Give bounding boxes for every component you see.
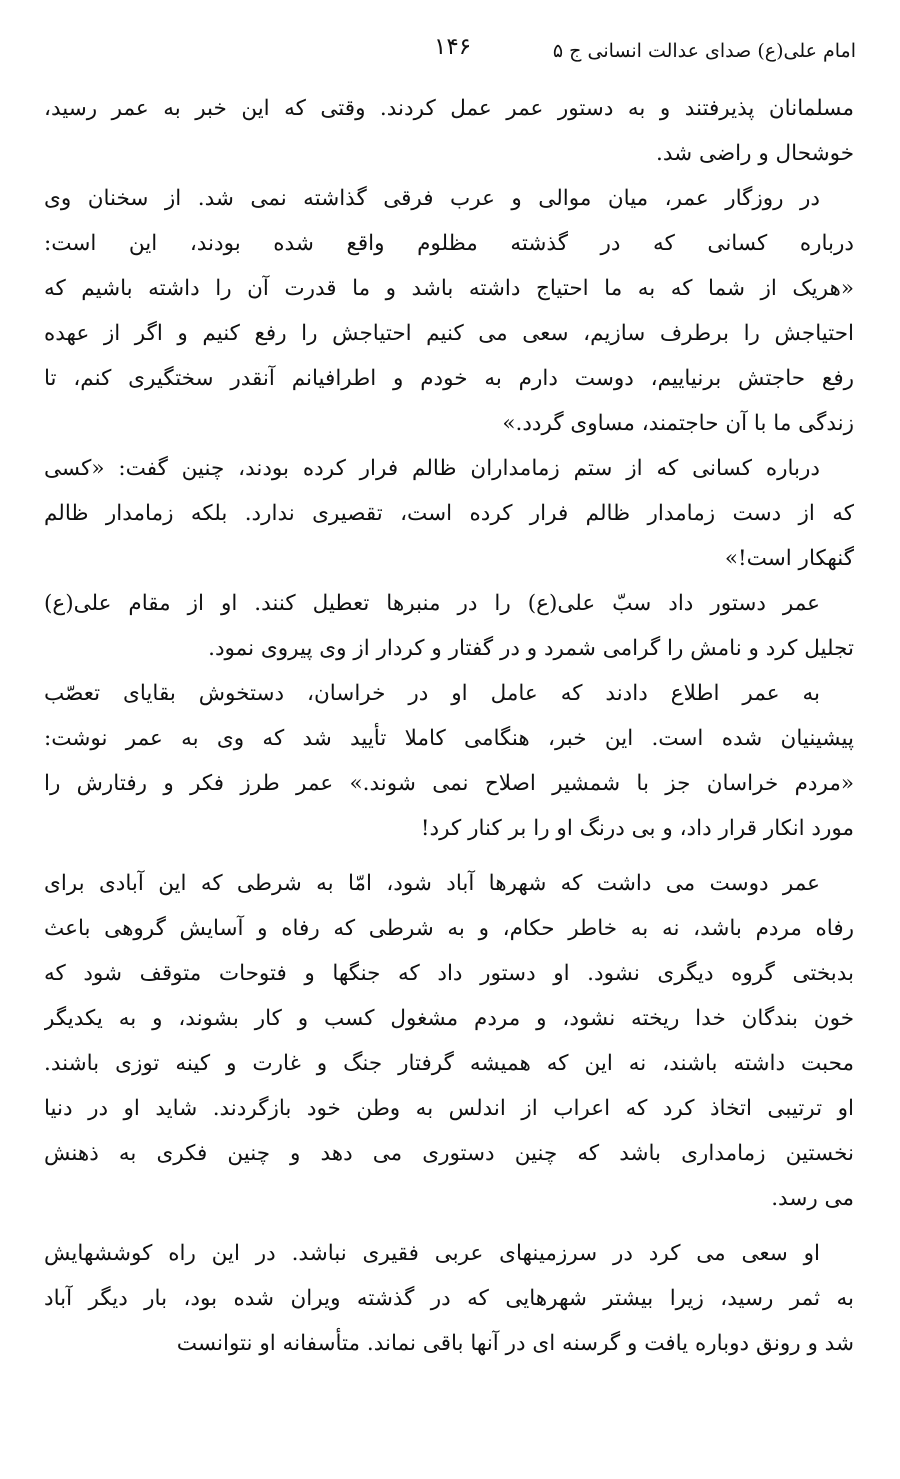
text-line: پیشینیان شده است. این خبر، هنگامی کاملا تأیید شد که وی به عمر نوشت:: [44, 726, 854, 751]
text-line: درباره کسانی که از ستم زمامداران ظالم فرار کرده بودند، چنین گفت: «کسی: [44, 456, 820, 481]
text-line: نخستین زمامداری باشد که چنین دستوری می دهد و چنین فکری به ذهنش: [44, 1141, 854, 1166]
paragraph: [44, 446, 854, 581]
text-line: زندگی ما با آن حاجتمند، مساوی گردد.»: [502, 411, 854, 436]
paragraph: [44, 671, 854, 851]
paragraph: [44, 86, 854, 176]
text-line: مسلمانان پذیرفتند و به دستور عمر عمل کردند. وقتی که این خبر به عمر رسید،: [44, 96, 854, 121]
text-line: محبت داشته باشند، نه این که همیشه گرفتار جنگ و غارت و کینه توزی باشند.: [44, 1051, 854, 1076]
page-number: ۱۴۶: [434, 34, 472, 60]
text-line: رفع حاجتش برنیاییم، دوست دارم به خودم و اطرافیانم آنقدر سختگیری کنم، تا: [44, 366, 854, 391]
text-line: بدبختی گروه دیگری نشود. او دستور داد که جنگها و فتوحات متوقف شود که: [44, 961, 854, 986]
text-line: درباره کسانی که در گذشته مظلوم واقع شده بودند، این است:: [44, 231, 854, 256]
page-header: [44, 32, 856, 72]
text-line: خون بندگان خدا ریخته نشود، و مردم مشغول کسب و کار بشوند، و به یکدیگر: [44, 1006, 854, 1031]
text-line: احتیاجش را برطرف سازیم، سعی می کنیم احتیاجش را رفع کنیم و اگر از عهده: [44, 321, 854, 346]
text-line: عمر دوست می داشت که شهرها آباد شود، امّا به شرطی که این آبادی برای: [44, 871, 820, 896]
text-line: او ترتیبی اتخاذ کرد که اعراب از اندلس به وطن خود بازگردند. شاید او در دنیا: [44, 1096, 854, 1121]
text-line: «هریک از شما که به ما احتیاج داشته باشد و ما قدرت آن را داشته باشیم که: [44, 276, 854, 301]
text-line: می رسد.: [771, 1186, 854, 1211]
text-line: که از دست زمامدار ظالم فرار کرده است، تقصیری ندارد. بلکه زمامدار ظالم: [44, 501, 854, 526]
text-line: گنهکار است!»: [724, 546, 854, 571]
paragraph-gap: [44, 1221, 854, 1231]
paragraph-gap: [44, 851, 854, 861]
body-text: [44, 86, 854, 1366]
text-line: شد و رونق دوباره یافت و گرسنه ای در آنها باقی نماند. متأسفانه او نتوانست: [176, 1331, 854, 1356]
paragraph: [44, 1231, 854, 1366]
paragraph: [44, 581, 854, 671]
text-line: مورد انکار قرار داد، و بی درنگ او را بر کنار کرد!: [420, 816, 854, 841]
text-line: عمر دستور داد سبّ علی(ع) را در منبرها تعطیل کنند. او از مقام علی(ع): [44, 591, 820, 616]
text-line: رفاه مردم باشد، نه به خاطر حکام، و به شرطی که رفاه و آسایش گروهی باعث: [44, 916, 854, 941]
text-line: به ثمر رسید، زیرا بیشتر شهرهایی که در گذشته ویران شده بود، بار دیگر آباد: [44, 1286, 854, 1311]
text-line: «مردم خراسان جز با شمشیر اصلاح نمی شوند.» عمر طرز فکر و رفتارش را: [44, 771, 854, 796]
text-line: به عمر اطلاع دادند که عامل او در خراسان، دستخوش بقایای تعصّب: [44, 681, 820, 706]
paragraph: [44, 176, 854, 446]
text-line: خوشحال و راضی شد.: [655, 141, 854, 166]
paragraph: [44, 861, 854, 1221]
text-line: او سعی می کرد در سرزمینهای عربی فقیری نباشد. در این راه کوششهایش: [44, 1241, 820, 1266]
running-title: امام علی(ع) صدای عدالت انسانی ج ۵: [552, 40, 856, 62]
text-line: تجلیل کرد و نامش را گرامی شمرد و در گفتار و کردار از وی پیروی نمود.: [208, 636, 854, 661]
text-line: در روزگار عمر، میان موالی و عرب فرقی گذاشته نمی شد. از سخنان وی: [44, 186, 820, 211]
